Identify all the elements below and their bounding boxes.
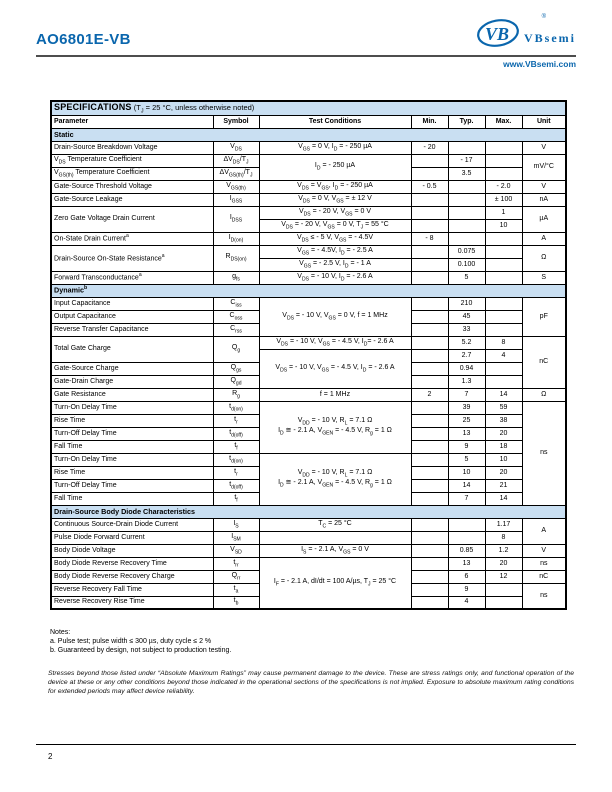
- spec-cell: 59: [485, 401, 522, 414]
- spec-cell: $V_{DS}$ ≤ - 5 V, $V_{GS}$ = - 4.5V: [259, 232, 411, 245]
- spec-cell: $t_{rr}$: [213, 557, 259, 570]
- spec-cell: 10: [448, 466, 485, 479]
- spec-cell: [485, 232, 522, 245]
- spec-cell: Input Capacitance: [51, 297, 213, 310]
- spec-cell: mV/°C: [522, 154, 566, 180]
- spec-cell: [485, 583, 522, 596]
- spec-cell: Reverse Recovery Rise Time: [51, 596, 213, 609]
- spec-cell: 0.94: [448, 362, 485, 375]
- spec-cell: $t_f$: [213, 440, 259, 453]
- spec-cell: µA: [522, 206, 566, 232]
- spec-cell: 10: [485, 219, 522, 232]
- spec-cell: $I_{SM}$: [213, 531, 259, 544]
- spec-row: [51, 193, 566, 206]
- spec-cell: $t_f$: [213, 492, 259, 505]
- spec-cell: 12: [485, 570, 522, 583]
- spec-cell: 0.075: [448, 245, 485, 258]
- spec-cell: 4: [485, 349, 522, 362]
- spec-row: [51, 518, 566, 531]
- spec-cell: 14: [448, 479, 485, 492]
- spec-cell: [485, 596, 522, 609]
- spec-cell: 14: [485, 492, 522, 505]
- registered-mark-icon: ®: [541, 14, 546, 20]
- spec-cell: $t_r$: [213, 466, 259, 479]
- spec-table-title: [51, 101, 566, 115]
- vbsemi-website-link: www.VBsemi.com: [503, 59, 576, 69]
- spec-row: [51, 206, 566, 219]
- vbsemi-logo-icon: [476, 17, 524, 49]
- spec-cell: [448, 232, 485, 245]
- part-number: AO6801E-VB: [36, 31, 131, 48]
- spec-cell: $V_{DD}$ = - 10 V, $R_L = 7.1$ Ω $I_D$ ≅ - 2.1 A, $V_{GEN}$ = - 4.5 V, $R_g = 1$ Ω: [259, 401, 411, 453]
- spec-cell: [411, 531, 448, 544]
- spec-cell: Continuous Source-Drain Diode Current: [51, 518, 213, 531]
- spec-cell: [448, 219, 485, 232]
- spec-cell: $t_{d(off)}$: [213, 427, 259, 440]
- spec-cell: ± 100: [485, 193, 522, 206]
- spec-cell: $Q_{gs}$: [213, 362, 259, 375]
- spec-cell: - 8: [411, 232, 448, 245]
- spec-cell: 25: [448, 414, 485, 427]
- spec-cell: [259, 531, 411, 544]
- spec-cell: $t_a$: [213, 583, 259, 596]
- spec-cell: [411, 583, 448, 596]
- spec-cell: [411, 440, 448, 453]
- spec-cell: [411, 453, 448, 466]
- spec-cell: [448, 141, 485, 154]
- spec-cell: pF: [522, 297, 566, 336]
- section-header-row: [51, 284, 566, 297]
- spec-cell: Body Diode Reverse Recovery Time: [51, 557, 213, 570]
- spec-cell: $t_b$: [213, 596, 259, 609]
- spec-cell: 45: [448, 310, 485, 323]
- spec-cell: $Q_{gd}$: [213, 375, 259, 388]
- spec-cell: 7: [448, 492, 485, 505]
- spec-cell: Fall Time: [51, 492, 213, 505]
- spec-cell: $V_{GS} = 0$ V, $I_D$ = - 250 µA: [259, 141, 411, 154]
- spec-cell: 8: [485, 531, 522, 544]
- spec-cell: ns: [522, 557, 566, 570]
- spec-row: [51, 544, 566, 557]
- spec-row: [51, 401, 566, 414]
- spec-cell: [448, 518, 485, 531]
- spec-cell: nC: [522, 570, 566, 583]
- section-header: Static: [51, 128, 566, 141]
- spec-cell: 13: [448, 427, 485, 440]
- note-a: a. Pulse test; pulse width ≤ 300 µs, duty cycle ≤ 2 %: [50, 638, 212, 646]
- spec-cell: [411, 258, 448, 271]
- spec-row: [51, 271, 566, 284]
- spec-cell: [448, 531, 485, 544]
- spec-cell: $V_{GS}$ = - 2.5 V, $I_D$ = - 1 A: [259, 258, 411, 271]
- spec-cell: [411, 375, 448, 388]
- spec-cell: $V_{DS} = V_{GS}$, $I_D$ = - 250 µA: [259, 180, 411, 193]
- spec-cell: 14: [485, 388, 522, 401]
- note-b: b. Guaranteed by design, not subject to production testing.: [50, 647, 232, 655]
- spec-cell: [411, 154, 448, 167]
- spec-cell: [411, 570, 448, 583]
- spec-cell: Drain-Source On-State Resistance$^a$: [51, 245, 213, 271]
- spec-cell: $C_{iss}$: [213, 297, 259, 310]
- column-header: Min.: [411, 115, 448, 128]
- column-header: Unit: [522, 115, 566, 128]
- spec-cell: A: [522, 518, 566, 544]
- spec-cell: $R_{DS(on)}$: [213, 245, 259, 271]
- spec-cell: Rise Time: [51, 466, 213, 479]
- spec-cell: Fall Time: [51, 440, 213, 453]
- spec-cell: [411, 245, 448, 258]
- vbsemi-logo-name: VBsemi: [524, 31, 576, 45]
- spec-cell: - 17: [448, 154, 485, 167]
- spec-cell: $I_S$ = - 2.1 A, $V_{GS} = 0$ V: [259, 544, 411, 557]
- spec-cell: Drain-Source Breakdown Voltage: [51, 141, 213, 154]
- spec-cell: Body Diode Reverse Recovery Charge: [51, 570, 213, 583]
- spec-table: [50, 100, 567, 610]
- spec-cell: 1.17: [485, 518, 522, 531]
- section-header-row: [51, 128, 566, 141]
- spec-cell: $V_{DS}$ = - 20 V, $V_{GS} = 0$ V, $T_J = 55$ °C: [259, 219, 411, 232]
- svg-text:VB: VB: [485, 24, 510, 44]
- spec-cell: 10: [485, 453, 522, 466]
- spec-cell: $V_{DS} = 0$ V, $V_{GS}$ = ± 12 V: [259, 193, 411, 206]
- column-header: Typ.: [448, 115, 485, 128]
- spec-cell: $C_{rss}$: [213, 323, 259, 336]
- spec-cell: $V_{DD}$ = - 10 V, $R_L = 7.1$ Ω $I_D$ ≅ - 2.1 A, $V_{GEN}$ = - 4.5 V, $R_g = 1$ Ω: [259, 453, 411, 505]
- spec-cell: Output Capacitance: [51, 310, 213, 323]
- spec-cell: [411, 297, 448, 310]
- spec-cell: $\Delta V_{GS(th)}/T_J$: [213, 167, 259, 180]
- spec-cell: [411, 193, 448, 206]
- spec-cell: [411, 206, 448, 219]
- page-number: 2: [48, 752, 53, 761]
- spec-cell: 0.100: [448, 258, 485, 271]
- spec-title-text: SPECIFICATIONS: [54, 102, 132, 112]
- spec-cell: A: [522, 232, 566, 245]
- spec-cell: [411, 219, 448, 232]
- spec-cell: Turn-Off Delay Time: [51, 427, 213, 440]
- spec-cell: $t_{d(on)}$: [213, 453, 259, 466]
- spec-cell: Rise Time: [51, 414, 213, 427]
- vbsemi-logo: [476, 17, 576, 49]
- spec-cell: [485, 375, 522, 388]
- spec-cell: Reverse Transfer Capacitance: [51, 323, 213, 336]
- spec-cell: Ω: [522, 245, 566, 271]
- spec-cell: $C_{oss}$: [213, 310, 259, 323]
- spec-row: [51, 180, 566, 193]
- spec-cell: 9: [448, 440, 485, 453]
- spec-cell: [411, 336, 448, 349]
- column-header: Max.: [485, 115, 522, 128]
- spec-cell: 20: [485, 466, 522, 479]
- spec-cell: [411, 414, 448, 427]
- spec-cell: $T_C = 25$ °C: [259, 518, 411, 531]
- spec-cell: [411, 323, 448, 336]
- spec-cell: 1: [485, 206, 522, 219]
- spec-cell: $V_{DS}$ = - 20 V, $V_{GS} = 0$ V: [259, 206, 411, 219]
- spec-cell: V: [522, 180, 566, 193]
- spec-cell: $g_{fs}$: [213, 271, 259, 284]
- spec-cell: [411, 479, 448, 492]
- column-header: Test Conditions: [259, 115, 411, 128]
- spec-cell: [485, 323, 522, 336]
- spec-row: [51, 141, 566, 154]
- spec-cell: Pulse Diode Forward Current: [51, 531, 213, 544]
- spec-cell: 1.2: [485, 544, 522, 557]
- spec-row: [51, 245, 566, 258]
- footer-divider: [36, 744, 576, 745]
- section-header-row: [51, 505, 566, 518]
- spec-cell: [411, 427, 448, 440]
- spec-cell: 3.5: [448, 167, 485, 180]
- spec-cell: [411, 271, 448, 284]
- spec-cell: V: [522, 544, 566, 557]
- spec-cell: 5.2: [448, 336, 485, 349]
- spec-cell: Turn-On Delay Time: [51, 453, 213, 466]
- spec-cell: Forward Transconductance$^a$: [51, 271, 213, 284]
- spec-cell: [411, 518, 448, 531]
- section-header: Dynamic$^b$: [51, 284, 566, 297]
- spec-row: [51, 297, 566, 310]
- spec-cell: 33: [448, 323, 485, 336]
- spec-cell: $V_{DS}$ = - 10 V, $I_D$ = - 2.6 A: [259, 271, 411, 284]
- spec-cell: $V_{DS}$: [213, 141, 259, 154]
- spec-cell: 5: [448, 271, 485, 284]
- spec-cell: Turn-Off Delay Time: [51, 479, 213, 492]
- spec-cell: [411, 310, 448, 323]
- spec-cell: [485, 297, 522, 310]
- spec-cell: [448, 206, 485, 219]
- spec-cell: nA: [522, 193, 566, 206]
- spec-cell: Total Gate Charge: [51, 336, 213, 362]
- spec-cell: 21: [485, 479, 522, 492]
- spec-cell: $I_{D(on)}$: [213, 232, 259, 245]
- column-header: Parameter: [51, 115, 213, 128]
- spec-cell: $V_{SD}$: [213, 544, 259, 557]
- spec-cell: $V_{DS}$ Temperature Coefficient: [51, 154, 213, 167]
- spec-cell: 9: [448, 583, 485, 596]
- spec-cell: Gate-Source Threshold Voltage: [51, 180, 213, 193]
- spec-cell: 5: [448, 453, 485, 466]
- notes-block: [50, 628, 231, 656]
- spec-cell: $I_D$ = - 250 µA: [259, 154, 411, 180]
- spec-cell: [411, 401, 448, 414]
- spec-cell: Zero Gate Voltage Drain Current: [51, 206, 213, 232]
- spec-cell: $I_F$ = - 2.1 A, dI/dt = 100 A/µs, $T_J = 25$ °C: [259, 557, 411, 609]
- spec-cell: $I_{GSS}$: [213, 193, 259, 206]
- spec-cell: $Q_{rr}$: [213, 570, 259, 583]
- spec-row: [51, 531, 566, 544]
- spec-cell: 20: [485, 427, 522, 440]
- spec-cell: $V_{GS(th)}$ Temperature Coefficient: [51, 167, 213, 180]
- spec-cell: $V_{DS}$ = - 10 V, $V_{GS}$ = - 4.5 V, $I_D= - 2.6$ A: [259, 336, 411, 349]
- spec-cell: $t_r$: [213, 414, 259, 427]
- spec-cell: 1.3: [448, 375, 485, 388]
- column-header: Symbol: [213, 115, 259, 128]
- spec-cell: 7: [448, 388, 485, 401]
- spec-cell: $R_g$: [213, 388, 259, 401]
- spec-cell: 4: [448, 596, 485, 609]
- spec-cell: [411, 596, 448, 609]
- spec-cell: 6: [448, 570, 485, 583]
- spec-row: [51, 232, 566, 245]
- spec-cell: 8: [485, 336, 522, 349]
- spec-cell: Gate-Drain Charge: [51, 375, 213, 388]
- spec-cell: - 20: [411, 141, 448, 154]
- spec-cell: 2: [411, 388, 448, 401]
- spec-cell: 18: [485, 440, 522, 453]
- spec-cell: [448, 193, 485, 206]
- spec-cell: [411, 557, 448, 570]
- spec-cell: [485, 141, 522, 154]
- spec-cell: [411, 544, 448, 557]
- spec-cell: nC: [522, 336, 566, 388]
- spec-row: [51, 336, 566, 349]
- spec-cell: $t_{d(on)}$: [213, 401, 259, 414]
- spec-cell: - 2.0: [485, 180, 522, 193]
- spec-title-note: ($T_J = 25$ °C, unless otherwise noted): [133, 103, 255, 115]
- disclaimer-text: Stresses beyond those listed under “Absolute Maximum Ratings” may cause permanent damage to the device. These are stress ratings only, and functional operation of the device at these or any other conditions beyond those indicated in the operational sections of the specifications is not implied. Exposure to absolute maximum rating conditions for extended periods may affect device reliability.: [48, 670, 574, 695]
- spec-cell: On-State Drain Current$^a$: [51, 232, 213, 245]
- spec-cell: [448, 180, 485, 193]
- spec-cell: 0.85: [448, 544, 485, 557]
- spec-cell: ns: [522, 401, 566, 505]
- spec-cell: S: [522, 271, 566, 284]
- spec-cell: [485, 271, 522, 284]
- spec-cell: $V_{DS}$ = - 10 V, $V_{GS} = 0$ V, f = 1 MHz: [259, 297, 411, 336]
- spec-cell: $V_{GS(th)}$: [213, 180, 259, 193]
- spec-cell: - 0.5: [411, 180, 448, 193]
- spec-cell: [411, 349, 448, 362]
- spec-cell: [411, 167, 448, 180]
- spec-cell: [411, 466, 448, 479]
- spec-cell: [485, 245, 522, 258]
- spec-cell: [485, 154, 522, 167]
- spec-cell: Ω: [522, 388, 566, 401]
- spec-row: [51, 154, 566, 167]
- spec-cell: 210: [448, 297, 485, 310]
- spec-cell: $t_{d(off)}$: [213, 479, 259, 492]
- spec-cell: V: [522, 141, 566, 154]
- spec-cell: f = 1 MHz: [259, 388, 411, 401]
- header-divider: [36, 55, 576, 57]
- spec-cell: $Q_g$: [213, 336, 259, 362]
- spec-row: [51, 557, 566, 570]
- spec-cell: Body Diode Voltage: [51, 544, 213, 557]
- spec-cell: ns: [522, 583, 566, 609]
- spec-cell: 13: [448, 557, 485, 570]
- spec-cell: Reverse Recovery Fall Time: [51, 583, 213, 596]
- spec-row: [51, 453, 566, 466]
- spec-cell: $V_{GS}$ = - 4.5V, $I_D$ = - 2.5 A: [259, 245, 411, 258]
- spec-cell: [411, 362, 448, 375]
- notes-heading: Notes:: [50, 629, 71, 636]
- spec-table-title-row: [51, 101, 566, 115]
- spec-cell: 38: [485, 414, 522, 427]
- spec-cell: Gate Resistance: [51, 388, 213, 401]
- spec-cell: [485, 167, 522, 180]
- spec-cell: 2.7: [448, 349, 485, 362]
- spec-cell: 39: [448, 401, 485, 414]
- spec-cell: $V_{DS}$ = - 10 V, $V_{GS}$ = - 4.5 V, $I_D$ = - 2.6 A: [259, 349, 411, 388]
- spec-cell: Turn-On Delay Time: [51, 401, 213, 414]
- spec-cell: [411, 492, 448, 505]
- spec-cell: 20: [485, 557, 522, 570]
- section-header: Drain-Source Body Diode Characteristics: [51, 505, 566, 518]
- spec-cell: [485, 258, 522, 271]
- spec-cell: [485, 362, 522, 375]
- spec-cell: [485, 310, 522, 323]
- spec-row: [51, 388, 566, 401]
- spec-cell: $I_{DSS}$: [213, 206, 259, 232]
- spec-cell: $\Delta V_{DS}/T_J$: [213, 154, 259, 167]
- spec-cell: $I_S$: [213, 518, 259, 531]
- spec-cell: Gate-Source Charge: [51, 362, 213, 375]
- spec-cell: Gate-Source Leakage: [51, 193, 213, 206]
- spec-column-header-row: [51, 115, 566, 128]
